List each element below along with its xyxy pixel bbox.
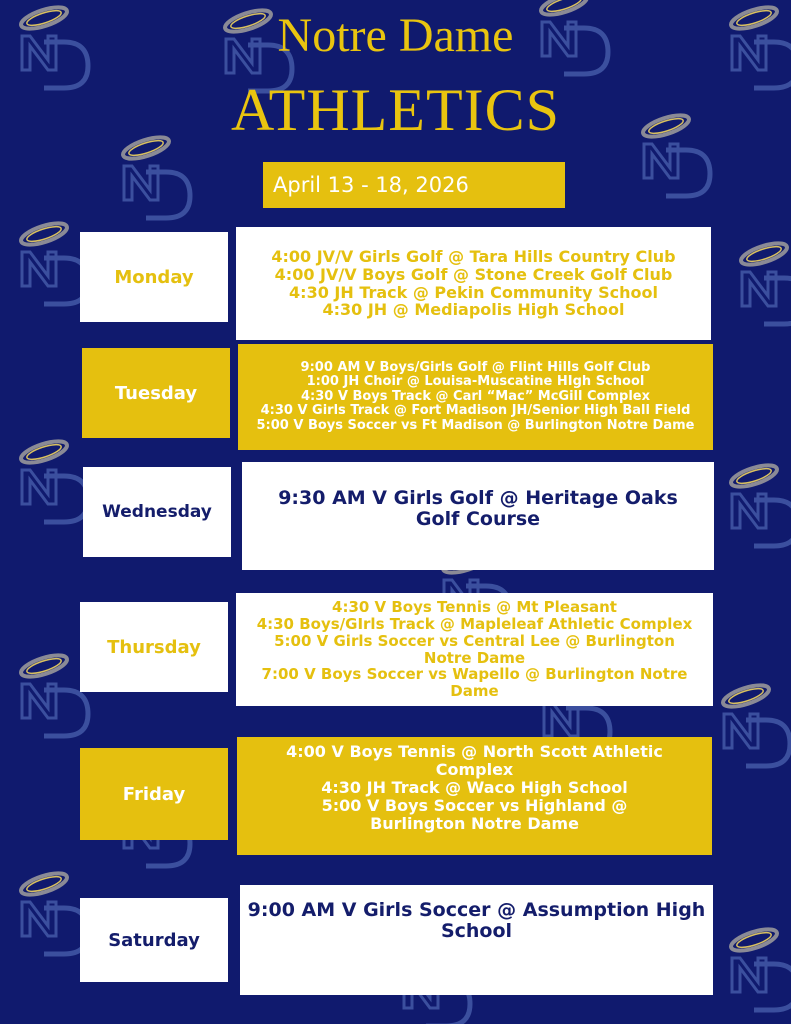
- events-box-thursday: [236, 593, 713, 706]
- event-item: Burlington Notre Dame: [370, 813, 579, 833]
- events-box-tuesday: [238, 344, 713, 450]
- events-box-monday: [236, 227, 711, 340]
- events-box-wednesday: [242, 462, 714, 570]
- event-item: 4:30 V Girls Track @ Fort Madison JH/Senior High Ball Field: [260, 403, 691, 419]
- event-item: 4:00 V Boys Tennis @ North Scott Athletic: [286, 742, 663, 761]
- event-item: 5:00 V Boys Soccer vs Ft Madison @ Burlington Notre Dame: [256, 417, 695, 433]
- day-label-friday: Friday: [80, 748, 228, 840]
- day-label-thursday: Thursday: [80, 602, 228, 692]
- event-item: School: [440, 920, 513, 943]
- day-label-monday: Monday: [80, 232, 228, 322]
- event-item: 9:00 AM V Girls Soccer @ Assumption High: [247, 899, 706, 921]
- event-item: 4:00 JV/V Boys Golf @ Stone Creek Golf Club: [274, 264, 673, 284]
- page-title-line2: ATHLETICS: [231, 77, 560, 143]
- day-label-tuesday: Tuesday: [82, 348, 230, 438]
- event-item: 4:30 V Boys Tennis @ Mt Pleasant: [332, 598, 617, 617]
- event-item: 4:30 Boys/GIrls Track @ Mapleleaf Athletic Complex: [256, 614, 693, 633]
- event-item: 9:30 AM V Girls Golf @ Heritage Oaks: [278, 487, 678, 509]
- event-item: 1:00 JH Choir @ Louisa-Muscatine HIgh School: [306, 374, 645, 390]
- event-item: 4:30 V Boys Track @ Carl “Mac” McGill Complex: [301, 388, 650, 404]
- event-item: 5:00 V Boys Soccer vs Highland @: [321, 795, 628, 815]
- event-item: Dame: [450, 682, 499, 701]
- page-title-line1: Notre Dame: [277, 9, 514, 62]
- date-range-banner: April 13 - 18, 2026: [263, 162, 565, 208]
- event-item: Golf Course: [415, 508, 541, 531]
- events-box-friday: [237, 737, 712, 855]
- day-label-saturday: Saturday: [80, 898, 228, 982]
- day-label-wednesday: Wednesday: [83, 467, 231, 557]
- event-item: 7:00 V Boys Soccer vs Wapello @ Burlington Notre: [261, 665, 688, 684]
- event-item: 4:30 JH @ Mediapolis High School: [322, 300, 625, 320]
- event-item: 4:30 JH Track @ Waco High School: [321, 777, 628, 797]
- event-item: Notre Dame: [423, 648, 526, 667]
- event-item: 9:00 AM V Boys/Girls Golf @ Flint Hills Golf Club: [300, 359, 651, 375]
- event-item: 5:00 V Girls Soccer vs Central Lee @ Burlington: [274, 631, 675, 650]
- event-item: 4:30 JH Track @ Pekin Community School: [289, 282, 658, 302]
- event-item: 4:00 JV/V Girls Golf @ Tara Hills Country Club: [271, 246, 676, 266]
- events-box-saturday: [240, 885, 713, 995]
- event-item: Complex: [435, 759, 514, 779]
